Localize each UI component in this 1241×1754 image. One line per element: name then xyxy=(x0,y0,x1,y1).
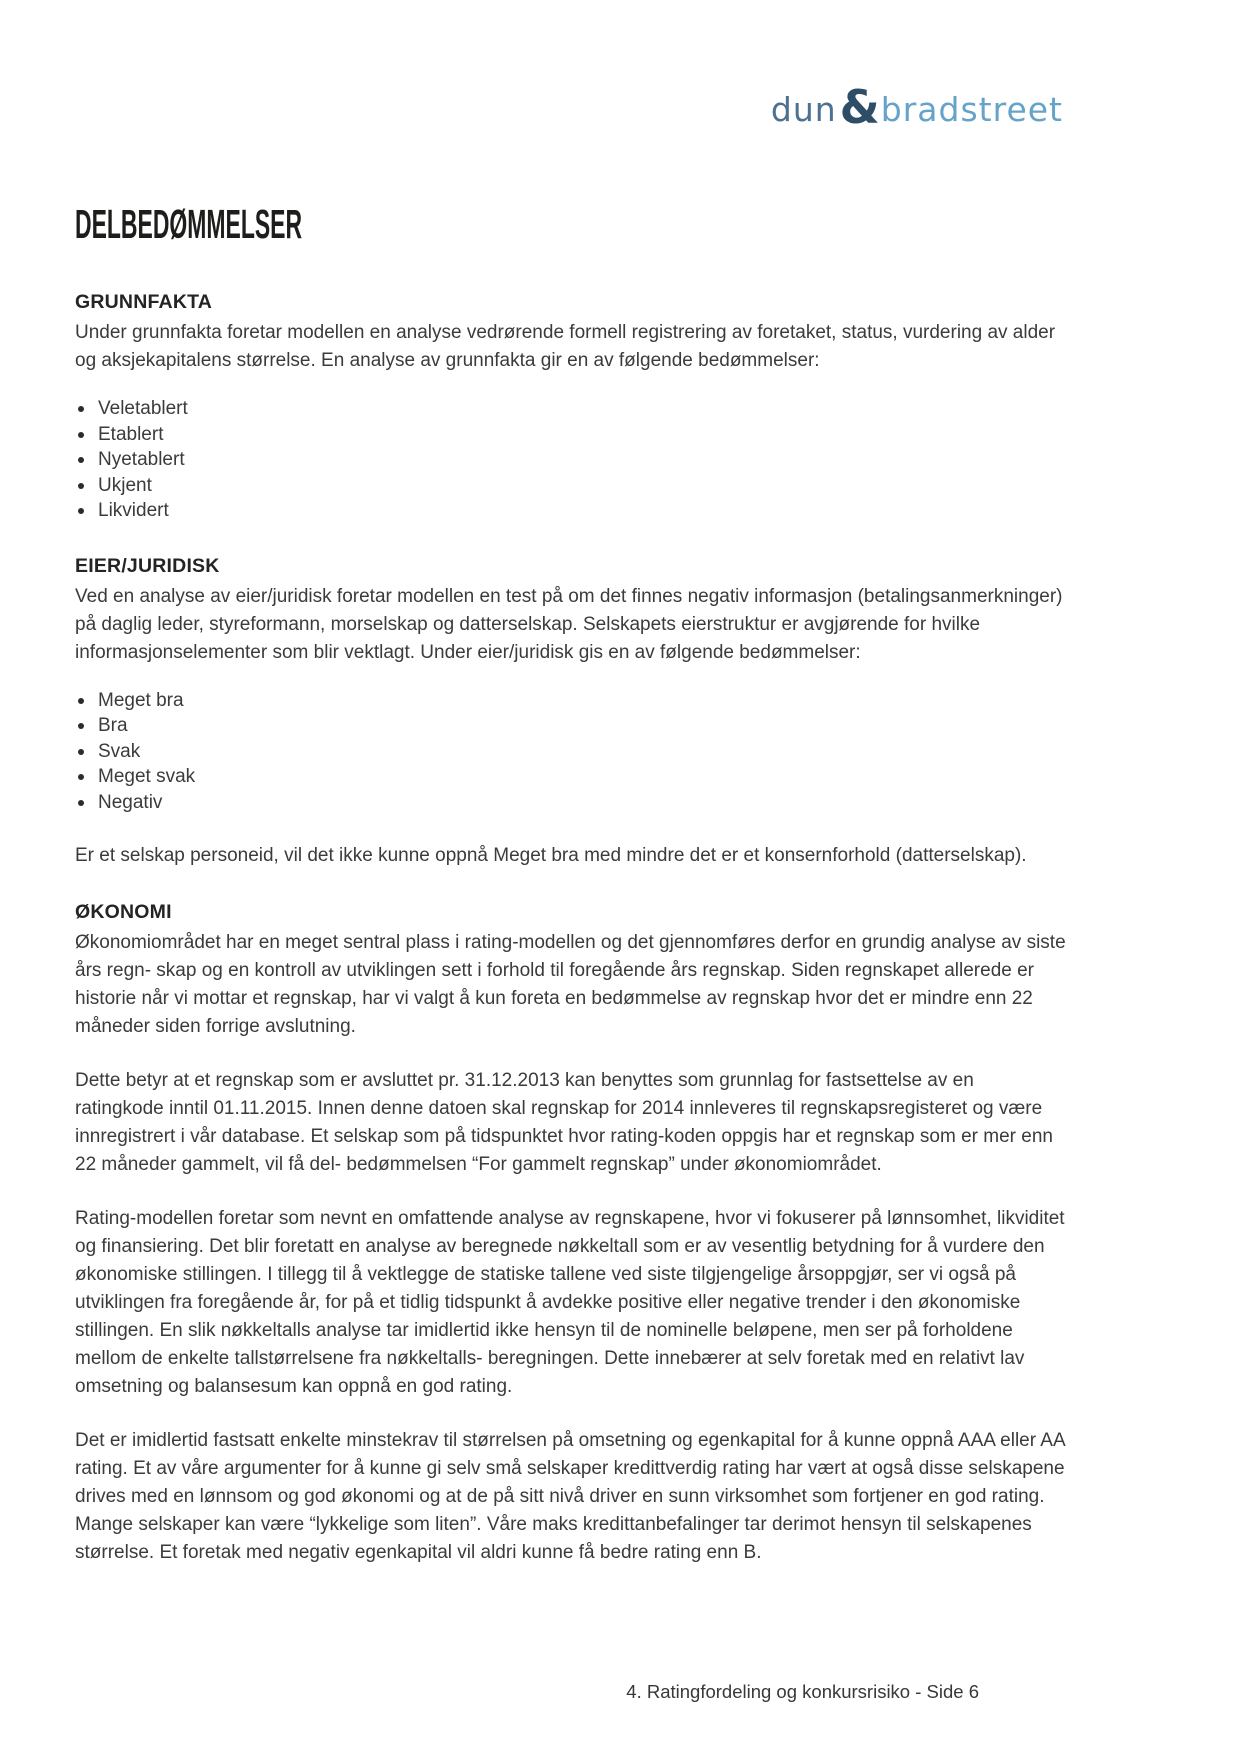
okonomi-paragraph-4: Det er imidlertid fastsatt enkelte minstekrav til størrelsen på omsetning og egenkapital for å kunne oppnå AAA eller AA rating. Et av våre argumenter for å kunne gi selv små selskaper kredittverdig rating har vært at også disse selskapene drives med en lønnsom og god økonomi og at de på sitt nivå driver en sunn virksomhet som fortjener en god rating. Mange selskaper kan være “lykkelige som liten”. Våre maks kredittanbefalinger tar derimot hensyn til selskapenes størrelse. Et foretak med negativ egenkapital vil aldri kunne få bedre rating enn B. xyxy=(75,1430,1065,1563)
okonomi-paragraph-2: Dette betyr at et regnskap som er avsluttet pr. 31.12.2013 kan benyttes som grunnlag for fastsettelse av en ratingkode inntil 01.11.2015. Innen denne datoen skal regnskap for 2014 innleveres til regnskapsregisteret og være innregistrert i vår database. Et selskap som på tidspunktet hvor rating-koden oppgis har et regnskap som er mer enn 22 måneder gammelt, vil få del- bedømmelsen “For gammelt regnskap” under økonomiområdet. xyxy=(75,1070,1053,1175)
list-item: Meget svak xyxy=(75,764,1067,790)
eier-juridisk-bullet-list xyxy=(75,688,1067,816)
grunnfakta-bullet-list xyxy=(75,396,1067,524)
page-title: DELBEDØMMELSER xyxy=(75,201,303,247)
list-item: Likvidert xyxy=(75,498,1067,524)
logo-text-dun: dun xyxy=(770,90,837,129)
list-item: Etablert xyxy=(75,422,1067,448)
eier-juridisk-note-paragraph: Er et selskap personeid, vil det ikke kunne oppnå Meget bra med mindre det er et konsernforhold (datterselskap). xyxy=(75,845,1027,866)
okonomi-paragraph-1: Økonomiområdet har en meget sentral plass i rating-modellen og det gjennomføres derfor en grundig analyse av siste års regn- skap og en kontroll av utviklingen sett i forhold til foregående års regnskap. Siden regnskapet allerede er historie når vi mottar et regnskap, har vi valgt å kun foreta en bedømmelse av regnskap hvor det er mindre enn 22 måneder siden forrige avslutning. xyxy=(75,932,1066,1037)
list-item: Ukjent xyxy=(75,473,1067,499)
page-footer: 4. Ratingfordeling og konkursrisiko - Side 6 xyxy=(626,1681,979,1702)
section-heading-eier-juridisk: EIER/JURIDISK xyxy=(75,554,220,577)
list-item: Bra xyxy=(75,713,1067,739)
section-heading-okonomi: ØKONOMI xyxy=(75,901,172,923)
document-content xyxy=(75,0,1067,1593)
okonomi-paragraph-3: Rating-modellen foretar som nevnt en omfattende analyse av regnskapene, hvor vi fokuserer på lønnsomhet, likviditet og finansiering. Det blir foretatt en analyse av beregnede nøkkeltall som er av vesentlig betydning for å vurdere den økonomiske stillingen. I tillegg til å vektlegge de statiske tallene ved siste tilgjengelige årsoppgjør, ser vi også på utviklingen fra foregående år, for på et tidlig tidspunkt å avdekke positive eller negative trender i den økonomiske stillingen. En slik nøkkeltalls analyse tar imidlertid ikke hensyn til de nominelle beløpene, men ser på forholdene mellom de enkelte tallstørrelsene fra nøkkeltalls- beregningen. Dette innebærer at selv foretak med en relativt lav omsetning og balansesum kan oppnå en god rating. xyxy=(75,1208,1065,1397)
eier-juridisk-intro-paragraph: Ved en analyse av eier/juridisk foretar modellen en test på om det finnes negativ informasjon (betalingsanmerkninger) på daglig leder, styreformann, morselskap og datterselskap. Selskapets eierstruktur er avgjørende for hvilke informasjonselementer som blir vektlagt. Under eier/juridisk gis en av følgende bedømmelser: xyxy=(75,585,1063,663)
logo-text-bradstreet: bradstreet xyxy=(880,90,1063,129)
grunnfakta-intro-paragraph: Under grunnfakta foretar modellen en analyse vedrørende formell registrering av foretaket, status, vurdering av alder og aksjekapitalens størrelse. En analyse av grunnfakta gir en av følgende bedømmelser: xyxy=(75,322,1056,371)
list-item: Veletablert xyxy=(75,396,1067,422)
list-item: Svak xyxy=(75,739,1067,765)
list-item: Negativ xyxy=(75,790,1067,816)
logo-ampersand-icon: & xyxy=(839,80,880,134)
section-heading-grunnfakta: GRUNNFAKTA xyxy=(75,291,213,313)
list-item: Meget bra xyxy=(75,688,1067,714)
list-item: Nyetablert xyxy=(75,447,1067,473)
